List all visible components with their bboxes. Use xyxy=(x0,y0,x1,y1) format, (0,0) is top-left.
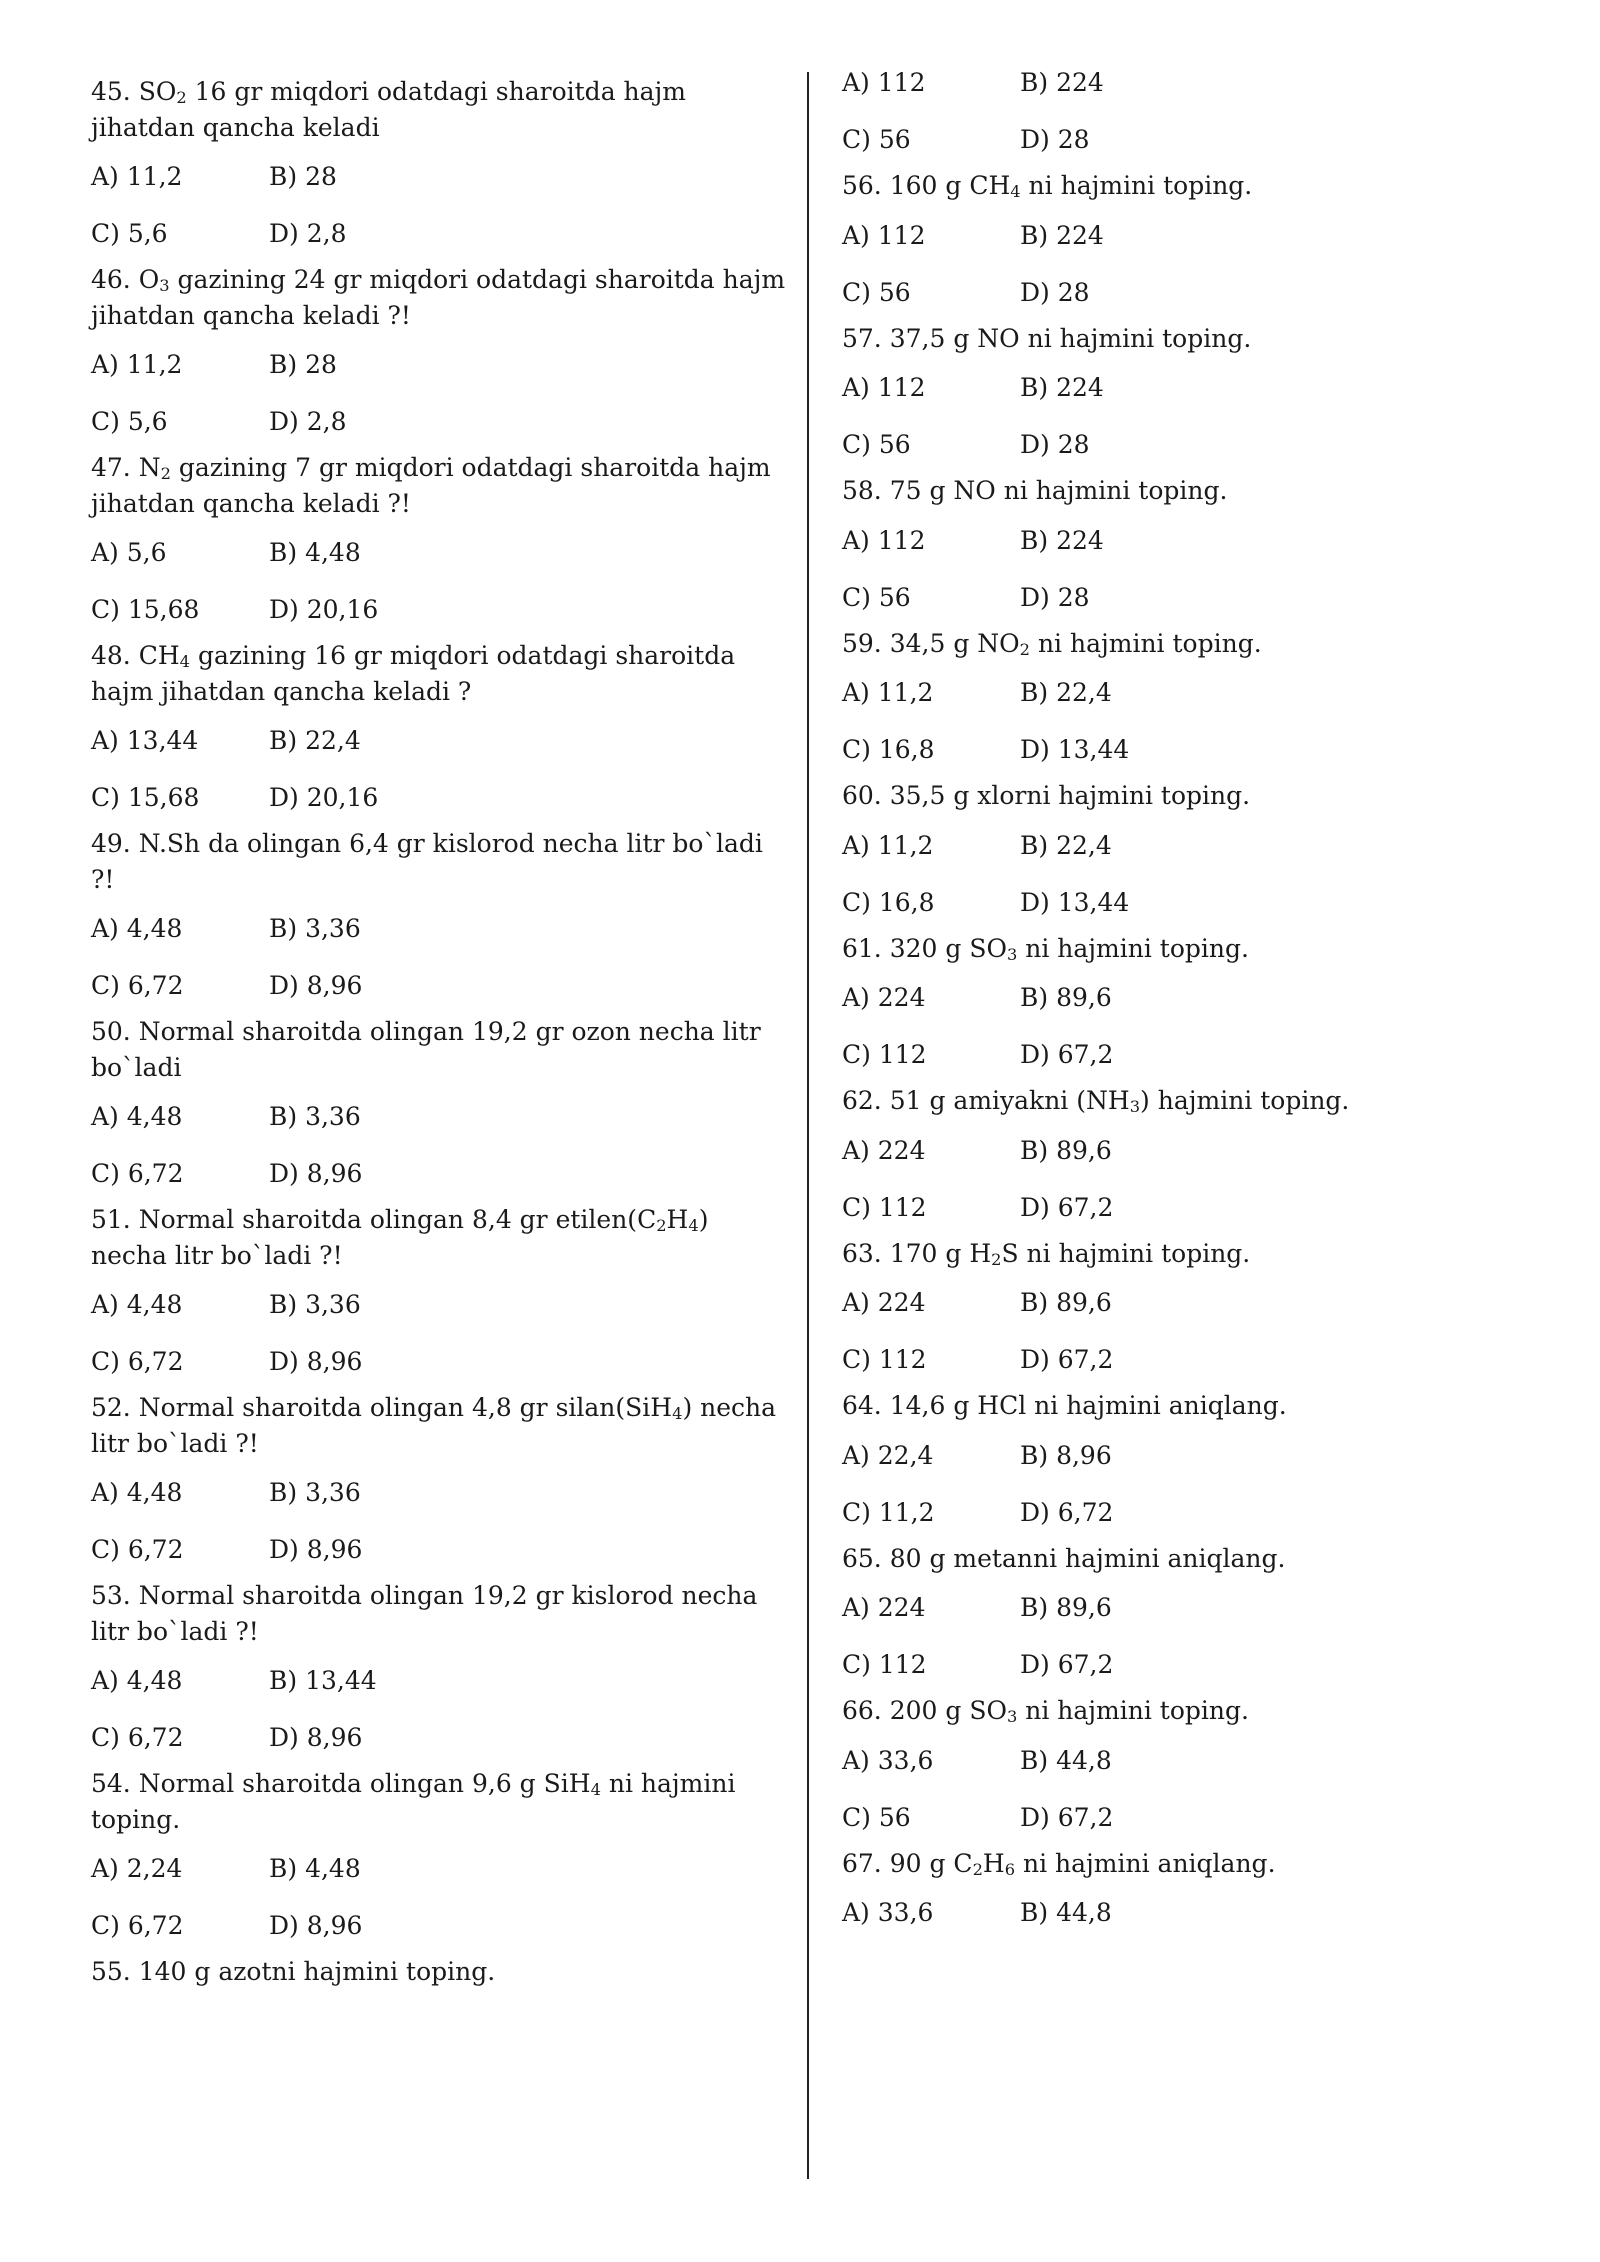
answer-option-a: A) 112 xyxy=(842,373,926,402)
answer-option-b: B) 22,4 xyxy=(1020,830,1112,860)
question-item xyxy=(842,321,1542,474)
answer-option-b: B) 3,36 xyxy=(269,1478,361,1507)
question-text-part: 140 g azotni hajmini toping. xyxy=(130,1957,496,1986)
question-text-part: ni hajmini toping. xyxy=(1017,1696,1249,1725)
question-item xyxy=(91,638,791,826)
subscript: 2 xyxy=(656,1216,667,1235)
question-text xyxy=(91,1390,791,1461)
question-number: 58. xyxy=(842,476,882,505)
answer-option-a: A) 22,4 xyxy=(842,1440,934,1470)
answer-option-a: A) 4,48 xyxy=(91,1478,183,1507)
question-item xyxy=(91,826,791,1014)
question-number: 60. xyxy=(842,781,882,810)
question-text-part: 170 g H xyxy=(881,1238,992,1268)
answer-options-row xyxy=(91,900,791,957)
answer-option-b: B) 22,4 xyxy=(1020,678,1112,707)
question-text-part: ni hajmini toping. xyxy=(1017,933,1249,963)
question-number: 59. xyxy=(842,628,882,658)
subscript: 2 xyxy=(991,1249,1002,1269)
answer-options-row xyxy=(91,581,791,638)
answer-option-b: B) 13,44 xyxy=(269,1666,377,1695)
question-text-part: 51 g amiyakni (NH xyxy=(881,1086,1130,1115)
answer-option-c: C) 112 xyxy=(842,1650,927,1679)
answer-options-row xyxy=(91,1897,791,1954)
answer-option-c: C) 11,2 xyxy=(842,1497,935,1527)
question-item xyxy=(91,1766,791,1954)
answer-option-d: D) 8,96 xyxy=(269,1535,363,1564)
answer-option-a: A) 11,2 xyxy=(91,162,183,191)
answer-option-a: A) 33,6 xyxy=(842,1898,934,1927)
answer-option-c: C) 112 xyxy=(842,1040,927,1069)
answer-options-row xyxy=(842,1732,1542,1789)
answer-option-b: B) 8,96 xyxy=(1020,1440,1112,1470)
answer-options-row xyxy=(842,512,1542,569)
right-column xyxy=(842,68,1542,1941)
answer-options-row xyxy=(842,817,1542,874)
answer-options-row xyxy=(91,769,791,826)
question-text xyxy=(91,1766,791,1837)
question-text-part: H xyxy=(982,1848,1005,1878)
question-text xyxy=(842,168,1542,204)
column-divider xyxy=(807,72,809,2179)
question-item xyxy=(91,1014,791,1202)
answer-options-row xyxy=(91,1276,791,1333)
answer-option-d: D) 8,96 xyxy=(269,971,363,1000)
question-text xyxy=(842,473,1542,509)
answer-option-a: A) 4,48 xyxy=(91,1102,183,1131)
answer-option-a: A) 224 xyxy=(842,1135,926,1165)
answer-option-c: C) 6,72 xyxy=(91,1911,184,1940)
question-text-part: 37,5 g NO ni hajmini toping. xyxy=(881,323,1252,353)
question-number: 54. xyxy=(91,1769,131,1798)
question-number: 49. xyxy=(91,829,131,858)
question-text xyxy=(91,638,791,709)
subscript: 4 xyxy=(1010,182,1021,201)
question-text xyxy=(91,1954,791,1990)
answer-option-a: A) 4,48 xyxy=(91,1290,183,1319)
answer-option-d: D) 67,2 xyxy=(1020,1345,1114,1374)
answer-options-row xyxy=(91,205,791,262)
answer-options-row xyxy=(91,393,791,450)
answer-option-b: B) 89,6 xyxy=(1020,983,1112,1012)
answer-option-a: A) 224 xyxy=(842,1288,926,1317)
answer-option-b: B) 89,6 xyxy=(1020,1288,1112,1317)
question-number: 50. xyxy=(91,1017,131,1046)
answer-option-c: C) 56 xyxy=(842,430,911,459)
answer-options-row xyxy=(842,264,1542,321)
subscript: 3 xyxy=(1006,944,1018,964)
answer-option-a: A) 11,2 xyxy=(842,830,934,860)
subscript: 2 xyxy=(176,88,187,107)
answer-option-c: C) 112 xyxy=(842,1345,927,1374)
answer-option-b: B) 224 xyxy=(1020,68,1104,97)
question-text xyxy=(91,262,791,333)
question-text-part: 75 g NO ni hajmini toping. xyxy=(881,476,1228,505)
question-number: 57. xyxy=(842,323,882,353)
answer-option-c: C) 5,6 xyxy=(91,219,168,248)
question-text-part: 35,5 g xlorni hajmini toping. xyxy=(881,781,1251,810)
answer-option-a: A) 5,6 xyxy=(91,538,167,567)
answer-option-b: B) 224 xyxy=(1020,373,1104,402)
answer-options-row xyxy=(842,359,1542,416)
answer-option-d: D) 6,72 xyxy=(1020,1497,1114,1527)
question-number: 53. xyxy=(91,1581,131,1610)
answer-option-a: A) 224 xyxy=(842,983,926,1012)
answer-option-d: D) 28 xyxy=(1020,125,1090,154)
question-item xyxy=(842,473,1542,626)
question-item xyxy=(842,1236,1542,1389)
question-text xyxy=(842,1541,1542,1577)
answer-option-a: A) 11,2 xyxy=(842,678,934,707)
question-text-part: gazining 24 gr miqdori odatdagi sharoitda hajm jihatdan qancha keladi ?! xyxy=(91,265,786,330)
question-item xyxy=(842,1083,1542,1236)
answer-option-c: C) 56 xyxy=(842,125,911,154)
question-number: 51. xyxy=(91,1205,131,1234)
answer-option-d: D) 2,8 xyxy=(269,407,347,436)
question-text-part: ) necha litr bo`ladi ?! xyxy=(91,1205,709,1270)
question-text-part: 200 g SO xyxy=(881,1696,1007,1725)
question-item xyxy=(842,778,1542,931)
answer-option-d: D) 20,16 xyxy=(269,783,379,812)
question-item xyxy=(91,1954,791,1990)
answer-option-d: D) 13,44 xyxy=(1020,735,1130,764)
answer-options-row xyxy=(91,1145,791,1202)
answer-options-row xyxy=(91,524,791,581)
answer-options-row xyxy=(842,569,1542,626)
answer-option-d: D) 67,2 xyxy=(1020,1192,1114,1222)
subscript: 6 xyxy=(1004,1859,1016,1879)
answer-option-d: D) 20,16 xyxy=(269,595,379,624)
question-text-part: ni hajmini toping. xyxy=(1030,628,1262,658)
subscript: 4 xyxy=(590,1780,601,1799)
question-text-part: Normal sharoitda olingan 19,2 gr kislorod necha litr bo`ladi ?! xyxy=(91,1581,758,1646)
answer-option-c: C) 15,68 xyxy=(91,595,200,624)
answer-option-c: C) 6,72 xyxy=(91,1347,184,1376)
question-text-part: 90 g C xyxy=(881,1848,973,1878)
question-text xyxy=(91,74,791,145)
answer-options-row xyxy=(842,1427,1542,1484)
question-text xyxy=(842,1693,1542,1729)
answer-option-c: C) 5,6 xyxy=(91,407,168,436)
answer-option-c: C) 16,8 xyxy=(842,887,935,917)
answer-options-row xyxy=(91,1088,791,1145)
answer-option-d: D) 28 xyxy=(1020,430,1090,459)
question-text-part: Normal sharoitda olingan 19,2 gr ozon necha litr bo`ladi xyxy=(91,1017,761,1082)
question-text-part: ) necha litr bo`ladi ?! xyxy=(91,1393,777,1458)
answer-option-d: D) 67,2 xyxy=(1020,1650,1114,1679)
answer-options-row xyxy=(91,336,791,393)
subscript: 3 xyxy=(1129,1097,1141,1116)
answer-option-b: B) 3,36 xyxy=(269,1102,361,1131)
answer-options-row xyxy=(842,1484,1542,1541)
answer-option-a: A) 13,44 xyxy=(91,726,199,755)
answer-options-row xyxy=(842,1179,1542,1236)
answer-option-b: B) 89,6 xyxy=(1020,1593,1112,1622)
answer-option-d: D) 8,96 xyxy=(269,1347,363,1376)
answer-option-d: D) 67,2 xyxy=(1020,1802,1114,1832)
answer-option-b: B) 224 xyxy=(1020,525,1104,555)
question-text xyxy=(91,1202,791,1273)
answer-option-c: C) 56 xyxy=(842,582,911,612)
answer-options-row xyxy=(91,712,791,769)
question-number: 46. xyxy=(91,265,131,294)
answer-options-row xyxy=(91,1521,791,1578)
answer-options-row xyxy=(91,148,791,205)
answer-option-a: A) 112 xyxy=(842,525,926,555)
question-item xyxy=(842,931,1542,1084)
question-number: 48. xyxy=(91,641,131,670)
question-text-part: N.Sh da olingan 6,4 gr kislorod necha litr bo`ladi ?! xyxy=(91,829,763,894)
answer-options-row xyxy=(842,1884,1542,1941)
answer-option-b: B) 224 xyxy=(1020,220,1104,250)
answer-options-row xyxy=(91,1652,791,1709)
question-text-part: CH xyxy=(130,641,180,670)
question-item xyxy=(842,626,1542,779)
answer-option-b: B) 28 xyxy=(269,162,337,191)
question-number: 63. xyxy=(842,1238,882,1268)
answer-options-row xyxy=(842,664,1542,721)
question-text-part: S ni hajmini toping. xyxy=(1001,1238,1251,1268)
answer-option-b: B) 3,36 xyxy=(269,1290,361,1319)
subscript: 4 xyxy=(179,652,190,671)
question-text-part: Normal sharoitda olingan 4,8 gr silan(SiH xyxy=(130,1393,673,1422)
subscript: 4 xyxy=(688,1216,699,1235)
answer-option-c: C) 6,72 xyxy=(91,1535,184,1564)
question-text-part: SO xyxy=(130,77,177,106)
question-number: 61. xyxy=(842,933,882,963)
question-text-part: ) hajmini toping. xyxy=(1140,1086,1350,1115)
answer-option-b: B) 44,8 xyxy=(1020,1898,1112,1927)
answer-option-d: D) 2,8 xyxy=(269,219,347,248)
answer-option-d: D) 67,2 xyxy=(1020,1040,1114,1069)
answer-option-d: D) 8,96 xyxy=(269,1911,363,1940)
question-text xyxy=(91,826,791,897)
answer-options-row xyxy=(842,1636,1542,1693)
answer-option-c: C) 112 xyxy=(842,1192,927,1222)
question-number: 56. xyxy=(842,171,882,200)
answer-option-b: B) 44,8 xyxy=(1020,1745,1112,1775)
subscript: 3 xyxy=(159,276,170,295)
answer-option-b: B) 22,4 xyxy=(269,726,361,755)
answer-options-row xyxy=(842,111,1542,168)
answer-options-row xyxy=(842,54,1542,111)
question-text xyxy=(842,931,1542,967)
question-number: 64. xyxy=(842,1391,882,1420)
answer-options-row xyxy=(842,874,1542,931)
answer-option-b: B) 3,36 xyxy=(269,914,361,943)
answer-option-d: D) 8,96 xyxy=(269,1159,363,1188)
answer-option-a: A) 112 xyxy=(842,220,926,250)
question-text-part: 34,5 g NO xyxy=(881,628,1020,658)
answer-option-d: D) 28 xyxy=(1020,277,1090,307)
answer-option-d: D) 13,44 xyxy=(1020,887,1130,917)
question-text xyxy=(842,1083,1542,1119)
question-text-part: 160 g CH xyxy=(881,171,1011,200)
answer-option-a: A) 112 xyxy=(842,68,926,97)
answer-options-row xyxy=(91,1333,791,1390)
answer-option-c: C) 16,8 xyxy=(842,735,935,764)
question-text-part: ni hajmini toping. xyxy=(91,1769,736,1834)
answer-option-a: A) 33,6 xyxy=(842,1745,934,1775)
question-item xyxy=(842,1541,1542,1694)
question-text-part: 14,6 g HCl ni hajmini aniqlang. xyxy=(881,1391,1287,1420)
left-column xyxy=(91,74,791,1990)
question-text xyxy=(842,778,1542,814)
answer-option-c: C) 15,68 xyxy=(91,783,200,812)
subscript: 4 xyxy=(672,1404,683,1423)
question-text-part: Normal sharoitda olingan 9,6 g SiH xyxy=(130,1769,591,1798)
answer-option-a: A) 2,24 xyxy=(91,1854,183,1883)
question-text xyxy=(842,1388,1542,1424)
question-text xyxy=(842,1846,1542,1882)
answer-option-b: B) 4,48 xyxy=(269,1854,361,1883)
answer-options-row xyxy=(842,1331,1542,1388)
question-text-part: H xyxy=(666,1205,689,1234)
question-item xyxy=(842,168,1542,321)
subscript: 3 xyxy=(1006,1707,1018,1726)
answer-option-a: A) 224 xyxy=(842,1593,926,1622)
subscript: 2 xyxy=(160,464,171,483)
subscript: 2 xyxy=(972,1859,983,1879)
question-item xyxy=(91,1202,791,1390)
question-number: 55. xyxy=(91,1957,131,1986)
answer-options-row xyxy=(842,969,1542,1026)
answer-options-row xyxy=(842,721,1542,778)
question-item xyxy=(91,1578,791,1766)
answer-option-d: D) 28 xyxy=(1020,582,1090,612)
question-text-part: gazining 16 gr miqdori odatdagi sharoitda hajm jihatdan qancha keladi ? xyxy=(91,641,736,706)
answer-options-row xyxy=(842,1274,1542,1331)
answer-options-row xyxy=(842,1026,1542,1083)
answer-option-b: B) 28 xyxy=(269,350,337,379)
question-item xyxy=(842,1693,1542,1846)
answer-option-c: C) 56 xyxy=(842,1802,911,1832)
answer-options-row xyxy=(842,416,1542,473)
question-number: 62. xyxy=(842,1086,882,1115)
question-item xyxy=(91,1390,791,1578)
question-text-part: ni hajmini aniqlang. xyxy=(1015,1848,1276,1878)
question-item xyxy=(842,1846,1542,1942)
question-text xyxy=(91,450,791,521)
answer-options-row xyxy=(91,1709,791,1766)
question-number: 47. xyxy=(91,453,131,482)
question-number: 66. xyxy=(842,1696,882,1725)
question-item xyxy=(91,262,791,450)
question-text-part: N xyxy=(130,453,161,482)
question-item xyxy=(842,1388,1542,1541)
question-number: 67. xyxy=(842,1848,882,1878)
question-number: 52. xyxy=(91,1393,131,1422)
answer-option-c: C) 56 xyxy=(842,277,911,307)
question-number: 45. xyxy=(91,77,131,106)
question-item xyxy=(91,74,791,262)
question-text-part: 80 g metanni hajmini aniqlang. xyxy=(881,1543,1286,1573)
question-text xyxy=(842,626,1542,662)
answer-options-row xyxy=(91,1840,791,1897)
answer-options-row xyxy=(842,1122,1542,1179)
question-text-part: 320 g SO xyxy=(881,933,1007,963)
question-text-part: O xyxy=(130,265,160,294)
question-text-part: ni hajmini toping. xyxy=(1020,171,1253,200)
answer-options-row xyxy=(842,207,1542,264)
answer-option-b: B) 4,48 xyxy=(269,538,361,567)
answer-option-c: C) 6,72 xyxy=(91,971,184,1000)
question-text-part: gazining 7 gr miqdori odatdagi sharoitda hajm jihatdan qancha keladi ?! xyxy=(91,453,771,518)
answer-options-row xyxy=(91,1464,791,1521)
answer-option-a: A) 4,48 xyxy=(91,1666,183,1695)
question-text-part: Normal sharoitda olingan 8,4 gr etilen(C xyxy=(130,1205,657,1234)
question-text xyxy=(842,321,1542,357)
answer-options-row xyxy=(91,957,791,1014)
subscript: 2 xyxy=(1019,639,1030,659)
question-item xyxy=(91,450,791,638)
answer-option-a: A) 11,2 xyxy=(91,350,183,379)
question-number: 65. xyxy=(842,1543,882,1573)
question-text xyxy=(91,1578,791,1649)
answer-option-a: A) 4,48 xyxy=(91,914,183,943)
answer-options-row xyxy=(842,1579,1542,1636)
answer-option-c: C) 6,72 xyxy=(91,1723,184,1752)
answer-option-b: B) 89,6 xyxy=(1020,1135,1112,1165)
answer-option-c: C) 6,72 xyxy=(91,1159,184,1188)
question-text-part: 16 gr miqdori odatdagi sharoitda hajm jihatdan qancha keladi xyxy=(91,77,687,142)
continued-options xyxy=(842,54,1542,168)
answer-options-row xyxy=(842,1789,1542,1846)
question-text xyxy=(91,1014,791,1085)
answer-option-d: D) 8,96 xyxy=(269,1723,363,1752)
question-text xyxy=(842,1236,1542,1272)
